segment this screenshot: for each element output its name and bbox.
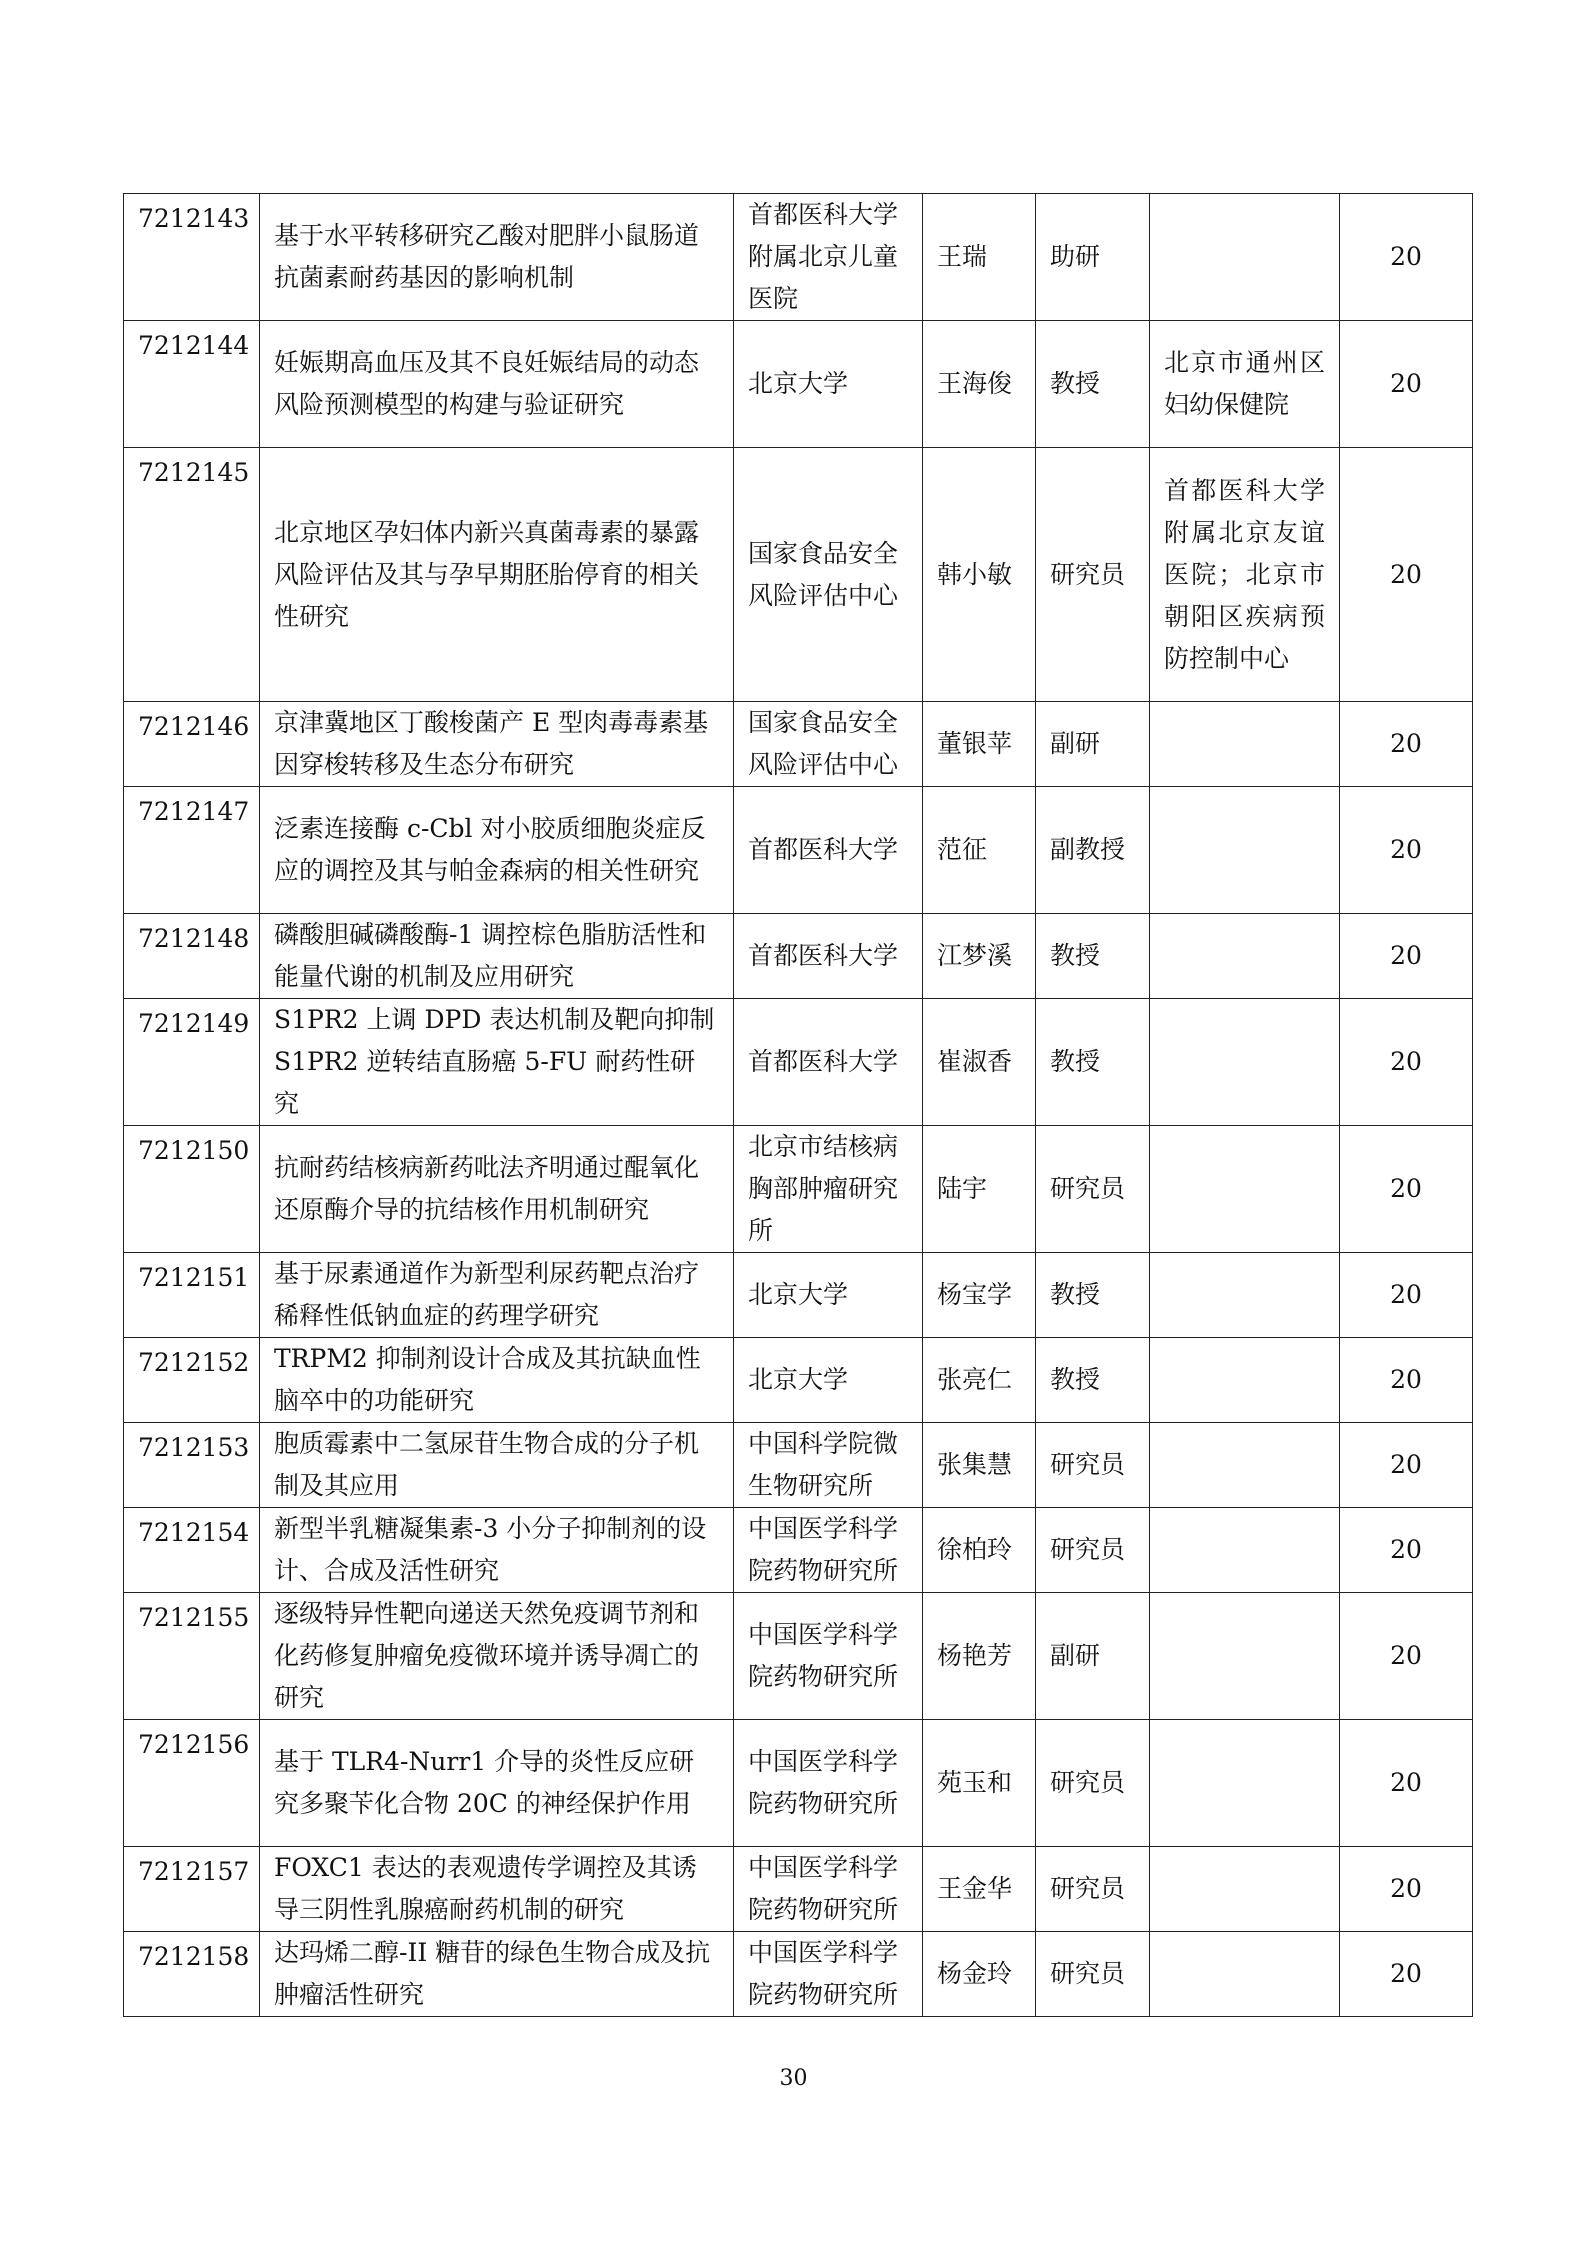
table-row: [124, 1720, 1473, 1847]
project-title: 基于水平转移研究乙酸对肥胖小鼠肠道抗菌素耐药基因的影响机制: [260, 194, 734, 321]
project-code: 7212145: [124, 448, 260, 702]
table-row: [124, 702, 1473, 787]
project-institution: 首都医科大学: [734, 787, 923, 914]
project-institution: 中国医学科学院药物研究所: [734, 1932, 923, 2017]
project-funding: 20: [1340, 1932, 1473, 2017]
project-code: 7212146: [124, 702, 260, 787]
project-cooperator: [1150, 1720, 1340, 1847]
project-cooperator: [1150, 914, 1340, 999]
project-institution: 北京大学: [734, 321, 923, 448]
project-funding: 20: [1340, 999, 1473, 1126]
table-row: [124, 448, 1473, 702]
project-title: 基于尿素通道作为新型利尿药靶点治疗稀释性低钠血症的药理学研究: [260, 1253, 734, 1338]
project-title: 妊娠期高血压及其不良妊娠结局的动态风险预测模型的构建与验证研究: [260, 321, 734, 448]
project-funding: 20: [1340, 787, 1473, 914]
project-code: 7212158: [124, 1932, 260, 2017]
table-row: [124, 1593, 1473, 1720]
project-institution: 中国医学科学院药物研究所: [734, 1593, 923, 1720]
project-code: 7212144: [124, 321, 260, 448]
project-code: 7212150: [124, 1126, 260, 1253]
project-institution: 中国医学科学院药物研究所: [734, 1720, 923, 1847]
project-leader: 王金华: [923, 1847, 1036, 1932]
project-title: 达玛烯二醇-II 糖苷的绿色生物合成及抗肿瘤活性研究: [260, 1932, 734, 2017]
table-row: [124, 1253, 1473, 1338]
project-leader-title: 教授: [1036, 1338, 1150, 1423]
project-leader-title: 教授: [1036, 914, 1150, 999]
project-title: S1PR2 上调 DPD 表达机制及靶向抑制 S1PR2 逆转结直肠癌 5-FU 耐药性研究: [260, 999, 734, 1126]
project-title: 新型半乳糖凝集素-3 小分子抑制剂的设计、合成及活性研究: [260, 1508, 734, 1593]
project-cooperator: [1150, 999, 1340, 1126]
project-code: 7212151: [124, 1253, 260, 1338]
project-leader-title: 研究员: [1036, 448, 1150, 702]
table-row: [124, 999, 1473, 1126]
project-leader-title: 教授: [1036, 1253, 1150, 1338]
project-code: 7212152: [124, 1338, 260, 1423]
project-leader: 韩小敏: [923, 448, 1036, 702]
project-institution: 首都医科大学附属北京儿童医院: [734, 194, 923, 321]
project-leader: 陆宇: [923, 1126, 1036, 1253]
project-code: 7212143: [124, 194, 260, 321]
table-row: [124, 1932, 1473, 2017]
project-cooperator: [1150, 1126, 1340, 1253]
project-title: FOXC1 表达的表观遗传学调控及其诱导三阴性乳腺癌耐药机制的研究: [260, 1847, 734, 1932]
project-leader-title: 副研: [1036, 702, 1150, 787]
project-funding: 20: [1340, 914, 1473, 999]
project-funding: 20: [1340, 702, 1473, 787]
project-title: 抗耐药结核病新药吡法齐明通过醌氧化还原酶介导的抗结核作用机制研究: [260, 1126, 734, 1253]
project-cooperator: [1150, 194, 1340, 321]
table-row: [124, 1508, 1473, 1593]
project-leader: 王瑞: [923, 194, 1036, 321]
table-row: [124, 194, 1473, 321]
project-leader-title: 研究员: [1036, 1423, 1150, 1508]
project-code: 7212156: [124, 1720, 260, 1847]
project-funding: 20: [1340, 1847, 1473, 1932]
project-leader-title: 研究员: [1036, 1126, 1150, 1253]
table-row: [124, 321, 1473, 448]
project-cooperator: [1150, 1423, 1340, 1508]
project-leader-title: 教授: [1036, 321, 1150, 448]
project-code: 7212149: [124, 999, 260, 1126]
project-leader: 王海俊: [923, 321, 1036, 448]
project-leader: 张亮仁: [923, 1338, 1036, 1423]
project-funding: 20: [1340, 1338, 1473, 1423]
project-code: 7212153: [124, 1423, 260, 1508]
project-cooperator: 首都医科大学附属北京友谊医院；北京市朝阳区疾病预防控制中心: [1150, 448, 1340, 702]
project-funding: 20: [1340, 1593, 1473, 1720]
project-cooperator: [1150, 1253, 1340, 1338]
project-cooperator: [1150, 1932, 1340, 2017]
project-title: 京津冀地区丁酸梭菌产 E 型肉毒毒素基因穿梭转移及生态分布研究: [260, 702, 734, 787]
project-leader: 杨艳芳: [923, 1593, 1036, 1720]
project-funding: 20: [1340, 1423, 1473, 1508]
project-leader-title: 研究员: [1036, 1932, 1150, 2017]
project-leader: 杨宝学: [923, 1253, 1036, 1338]
project-funding: 20: [1340, 1508, 1473, 1593]
project-institution: 国家食品安全风险评估中心: [734, 702, 923, 787]
project-code: 7212155: [124, 1593, 260, 1720]
project-leader-title: 研究员: [1036, 1847, 1150, 1932]
project-institution: 中国科学院微生物研究所: [734, 1423, 923, 1508]
page-number: 30: [779, 2066, 808, 2091]
table-row: [124, 1847, 1473, 1932]
project-leader-title: 助研: [1036, 194, 1150, 321]
table-row: [124, 787, 1473, 914]
project-institution: 中国医学科学院药物研究所: [734, 1847, 923, 1932]
project-title: 胞质霉素中二氢尿苷生物合成的分子机制及其应用: [260, 1423, 734, 1508]
project-leader-title: 研究员: [1036, 1508, 1150, 1593]
project-leader-title: 教授: [1036, 999, 1150, 1126]
project-cooperator: 北京市通州区妇幼保健院: [1150, 321, 1340, 448]
project-institution: 首都医科大学: [734, 999, 923, 1126]
project-leader: 董银苹: [923, 702, 1036, 787]
project-leader-title: 研究员: [1036, 1720, 1150, 1847]
project-title: 基于 TLR4-Nurr1 介导的炎性反应研究多聚苄化合物 20C 的神经保护作用: [260, 1720, 734, 1847]
project-code: 7212154: [124, 1508, 260, 1593]
project-leader-title: 副教授: [1036, 787, 1150, 914]
project-cooperator: [1150, 702, 1340, 787]
project-cooperator: [1150, 787, 1340, 914]
project-table-body: [124, 194, 1473, 2017]
project-funding: 20: [1340, 194, 1473, 321]
project-title: 北京地区孕妇体内新兴真菌毒素的暴露风险评估及其与孕早期胚胎停育的相关性研究: [260, 448, 734, 702]
table-row: [124, 914, 1473, 999]
project-title: TRPM2 抑制剂设计合成及其抗缺血性脑卒中的功能研究: [260, 1338, 734, 1423]
project-leader: 杨金玲: [923, 1932, 1036, 2017]
project-institution: 首都医科大学: [734, 914, 923, 999]
project-title: 磷酸胆碱磷酸酶-1 调控棕色脂肪活性和能量代谢的机制及应用研究: [260, 914, 734, 999]
project-leader: 张集慧: [923, 1423, 1036, 1508]
project-title: 逐级特异性靶向递送天然免疫调节剂和化药修复肿瘤免疫微环境并诱导凋亡的研究: [260, 1593, 734, 1720]
project-institution: 国家食品安全风险评估中心: [734, 448, 923, 702]
table-row: [124, 1126, 1473, 1253]
project-code: 7212148: [124, 914, 260, 999]
project-code: 7212147: [124, 787, 260, 914]
project-funding: 20: [1340, 1253, 1473, 1338]
project-code: 7212157: [124, 1847, 260, 1932]
project-table: [123, 193, 1473, 2017]
project-cooperator: [1150, 1593, 1340, 1720]
project-institution: 北京大学: [734, 1253, 923, 1338]
project-leader: 崔淑香: [923, 999, 1036, 1126]
project-institution: 北京大学: [734, 1338, 923, 1423]
project-leader: 范征: [923, 787, 1036, 914]
project-leader: 徐柏玲: [923, 1508, 1036, 1593]
project-institution: 中国医学科学院药物研究所: [734, 1508, 923, 1593]
project-leader-title: 副研: [1036, 1593, 1150, 1720]
project-leader: 苑玉和: [923, 1720, 1036, 1847]
project-funding: 20: [1340, 321, 1473, 448]
project-funding: 20: [1340, 1126, 1473, 1253]
table-row: [124, 1423, 1473, 1508]
project-title: 泛素连接酶 c-Cbl 对小胶质细胞炎症反应的调控及其与帕金森病的相关性研究: [260, 787, 734, 914]
project-funding: 20: [1340, 1720, 1473, 1847]
project-leader: 江梦溪: [923, 914, 1036, 999]
table-row: [124, 1338, 1473, 1423]
project-cooperator: [1150, 1508, 1340, 1593]
project-funding: 20: [1340, 448, 1473, 702]
project-cooperator: [1150, 1847, 1340, 1932]
project-institution: 北京市结核病胸部肿瘤研究所: [734, 1126, 923, 1253]
project-cooperator: [1150, 1338, 1340, 1423]
